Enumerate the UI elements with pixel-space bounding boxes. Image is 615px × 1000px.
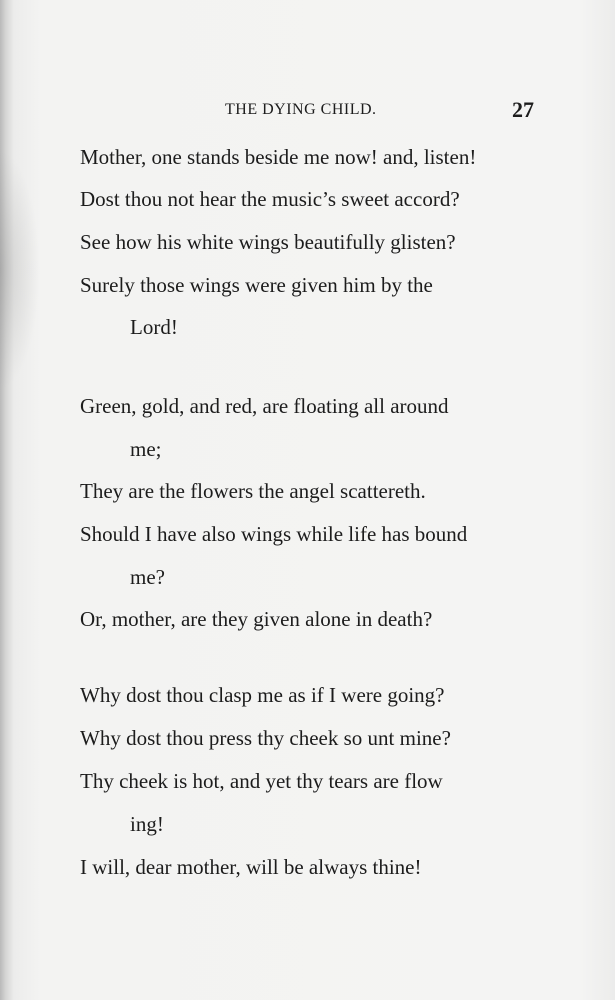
poem-line: Thy cheek is hot, and yet thy tears are flow [80, 769, 443, 793]
poem-line: Why dost thou clasp me as if I were going? [80, 683, 445, 707]
poem-line: I will, dear mother, will be always thine! [80, 855, 422, 879]
poem-line: Why dost thou press thy cheek so unt mine? [80, 726, 451, 750]
poem-line: Should I have also wings while life has bound [80, 522, 468, 546]
poem-line: Surely those wings were given him by the [80, 273, 433, 297]
poem-line: They are the flowers the angel scattereth. [80, 479, 426, 503]
page-number: 27 [512, 97, 534, 122]
poem-line: Mother, one stands beside me now! and, listen! [80, 145, 477, 169]
poem-line: Or, mother, are they given alone in death? [80, 607, 433, 631]
poem-line: Dost thou not hear the music’s sweet accord? [80, 187, 460, 211]
running-title: THE DYING CHILD. [225, 101, 377, 118]
poem-line-continuation: me; [130, 437, 162, 461]
poem-line-continuation: Lord! [130, 315, 178, 339]
poem-line: See how his white wings beautifully glisten? [80, 230, 456, 254]
poem-line: Green, gold, and red, are floating all around [80, 394, 449, 418]
poem-line-continuation: ing! [130, 812, 164, 836]
poem-line-continuation: me? [130, 565, 165, 589]
